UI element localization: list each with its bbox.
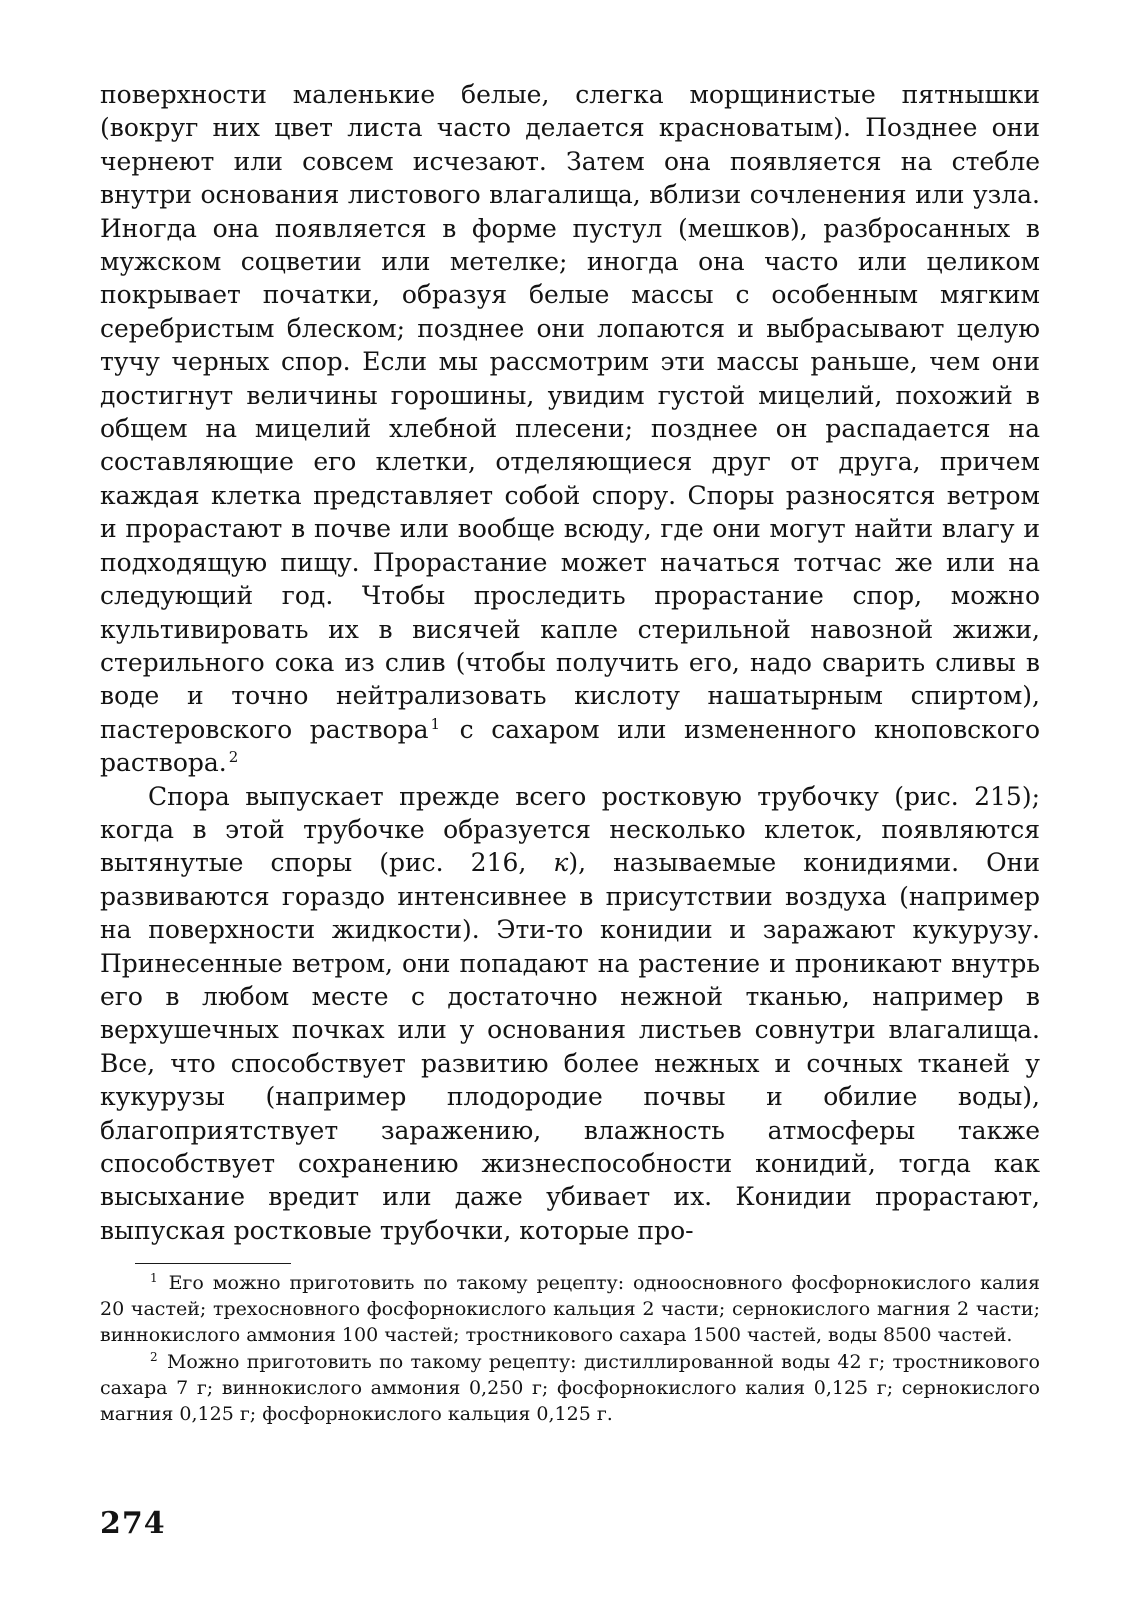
paragraph-text: Спора выпускает прежде всего ростковую трубочку (рис. 215); когда в этой трубочке образуется несколько клеток, появляются вытянутые споры (рис. 216, bbox=[100, 781, 1040, 878]
paragraph-text: поверхности маленькие белые, слегка морщинистые пятнышки (вокруг них цвет листа часто делается красноватым). Позднее они чернеют или совсем исчезают. Затем она появляется на стебле внутри основания листового влагалища, вблизи сочленения или узла. Иногда она появляется в форме пустул (мешков), разбросанных в мужском соцветии или метелке; иногда она часто или целиком покрывает початки, образуя белые массы с особенным мягким серебристым блеском; позднее они лопаются и выбрасывают целую тучу черных спор. Если мы рассмотрим эти массы раньше, чем они достигнут величины горошины, увидим густой мицелий, похожий в общем на мицелий хлебной плесени; позднее он распадается на составляющие его клетки, отделяющиеся друг от друга, причем каждая клетка представляет собой спору. Споры разносятся ветром и прорастают в почве или вообще всюду, где они могут найти влагу и подходящую пищу. Прорастание может начаться тотчас же или на следующий год. Чтобы проследить прорастание спор, можно культивировать их в висячей капле стерильной навозной жижи, стерильного сока из слив (чтобы получить его, надо сварить сливы в воде и точно нейтрализовать кислоту нашатырным спиртом), пастеровского раствора bbox=[100, 80, 1040, 744]
footnote-text: Можно приготовить по такому рецепту: дистиллированной воды 42 г; тростникового сахара 7 г; виннокислого аммония 0,250 г; фосфорнокислого калия 0,125 г; сернокислого магния 0,125 г; фосфорнокислого кальция 0,125 г. bbox=[100, 1350, 1040, 1426]
footnote-1 bbox=[100, 1270, 1040, 1349]
footnote-divider bbox=[135, 1263, 291, 1264]
paragraph bbox=[100, 78, 1040, 780]
page-number: 274 bbox=[100, 1506, 166, 1541]
footnote-text: Его можно приготовить по такому рецепту: одноосновного фосфорнокислого калия 20 частей; трехосновного фосфорнокислого кальция 2 части; сернокислого магния 2 части; виннокислого аммония 100 частей; тростникового сахара 1500 частей, воды 8500 частей. bbox=[100, 1272, 1040, 1347]
body-text bbox=[100, 78, 1040, 1247]
footnotes bbox=[100, 1270, 1040, 1427]
italic-letter: к bbox=[553, 848, 569, 878]
footnote-marker: 1 bbox=[150, 1271, 158, 1285]
footnote-2 bbox=[100, 1349, 1040, 1428]
footnote-marker: 2 bbox=[150, 1349, 158, 1364]
footnote-ref-2: 2 bbox=[228, 748, 239, 767]
paragraph bbox=[100, 780, 1040, 1248]
footnote-ref-1: 1 bbox=[430, 714, 441, 733]
paragraph-text: ), называемые конидиями. Они развиваются гораздо интенсивнее в присутствии воздуха (например на поверхности жидкости). Эти-то конидии и заражают кукурузу. Принесенные ветром, они попадают на растение и проникают внутрь его в любом месте с достаточно нежной тканью, например в верхушечных почках или у основания листьев совнутри влагалища. Все, что способствует развитию более нежных и сочных тканей у кукурузы (например плодородие почвы и обилие воды), благоприятствует заражению, влажность атмосферы также способствует сохранению жизнеспособности конидий, тогда как высыхание вредит или даже убивает их. Конидии прорастают, выпуская ростковые трубочки, которые про- bbox=[100, 848, 1040, 1245]
paragraph-text: с сахаром или измененного кноповского раствора. bbox=[100, 714, 1040, 778]
